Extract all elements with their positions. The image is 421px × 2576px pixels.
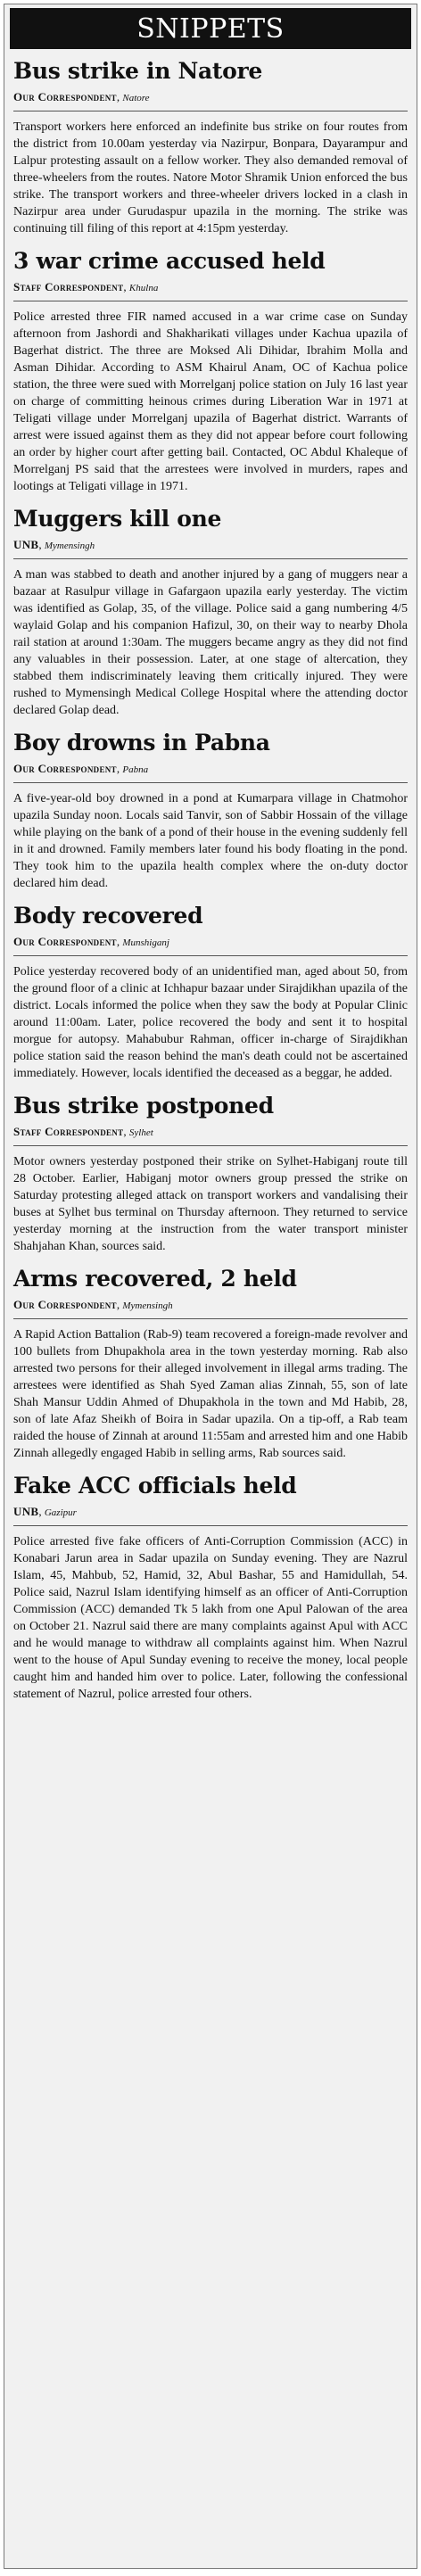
byline-agency: UNB xyxy=(13,538,39,551)
story-headline: Bus strike postponed xyxy=(13,1093,274,1119)
news-story xyxy=(4,1473,417,1703)
story-headline: Boy drowns in Pabna xyxy=(13,730,270,755)
news-story xyxy=(4,730,417,892)
story-body: A man was stabbed to death and another injured by a gang of muggers near a bazaar at Rasulpur village in Gafargaon upazila early yesterday. The victim was identified as Golap, 35, of the village. Police said a gang numbering 4/5 waylaid Golap and his companion Hafizul, 30, on their way to nearby Dhola rail station at around 1:30am. The muggers became angry as they did not find any valuables in their possession. Later, at one stage of altercation, they stabbed them indiscriminately leaving them critically injured. They were rushed to Mymensingh Medical College Hospital where the attending doctor declared Golap dead. xyxy=(13,568,408,717)
byline-divider xyxy=(13,1318,408,1319)
story-headline: Bus strike in Natore xyxy=(13,58,263,84)
byline-location: Sylhet xyxy=(128,1127,153,1138)
byline-agency: Our Correspondent xyxy=(13,935,117,948)
story-headline: Body recovered xyxy=(13,903,203,929)
story-byline xyxy=(13,1505,408,1520)
story-headline: 3 war crime accused held xyxy=(13,248,326,274)
story-byline xyxy=(13,90,408,105)
byline-separator: , xyxy=(116,762,123,775)
byline-divider xyxy=(13,955,408,956)
byline-divider xyxy=(13,782,408,783)
news-story xyxy=(4,1266,417,1462)
byline-separator: , xyxy=(38,1505,45,1518)
story-byline xyxy=(13,280,408,295)
stories-column xyxy=(4,58,417,1703)
story-body: Police arrested three FIR named accused in a war crime case on Sunday afternoon from Jashordi and Shakharikati villages under Kachua upazila of Bagerhat district. The three are Moksed Ali Dihidar, Ibrahim Molla and Asman Dihidar. According to ASM Khairul Anam, OC of Kachua police station, the three were sued with Morrelganj police station on July 16 last year on charge of committing heinous crimes during Liberation War in 1971 at Teligati village under Morrelganj upazila of Bagerhat district. Warrants of arrest were issued against them as they did not appear before court following an order by higher court after getting bail. Contacted, OC Abdul Khaleque of Morrelganj PS said that the arrestees were involved in murders, rapes and lootings at Teligati village in 1971. xyxy=(13,310,408,493)
byline-location: Munshiganj xyxy=(122,937,169,948)
byline-location: Mymensingh xyxy=(122,1300,173,1311)
story-body: Motor owners yesterday postponed their strike on Sylhet-Habiganj route till 28 October. Earlier, Habiganj motor owners group pressed the strike on Saturday protesting alleged attack on transport workers and vandalising their buses at Sylhet bus terminal on Thursday afternoon. They returned to service yesterday morning at the instruction from the water transport minister Shahjahan Khan, sources said. xyxy=(13,1155,408,1253)
byline-agency: Staff Correspondent xyxy=(13,1125,124,1138)
masthead xyxy=(10,8,411,49)
byline-separator: , xyxy=(116,1298,123,1311)
story-body: Police yesterday recovered body of an unidentified man, aged about 50, from the ground floor of a clinic at Ichhapur bazaar under Sirajdikhan upazila of the district. Locals informed the police when they saw the body at Popular Clinic around 11:00am. Later, police recovered the body and sent it to hospital morgue for autopsy. Mahabubur Rahman, officer in-charge of Sirajdikhan police station said the reason behind the man's death could not be ascertained immediately. However, locals identified the deceased as a beggar, he added. xyxy=(13,965,408,1080)
byline-agency: Staff Correspondent xyxy=(13,280,124,293)
byline-separator: , xyxy=(116,935,123,948)
byline-location: Mymensingh xyxy=(44,541,95,551)
story-byline xyxy=(13,1298,408,1313)
byline-separator: , xyxy=(38,538,45,551)
story-byline xyxy=(13,762,408,777)
news-story xyxy=(4,1093,417,1255)
news-story xyxy=(4,506,417,719)
byline-location: Khulna xyxy=(128,283,159,293)
snippets-page xyxy=(4,4,417,2569)
story-body: Police arrested five fake officers of Anti-Corruption Commission (ACC) in Konabari Jarun area in Sadar upazila on Sunday evening. They are Nazrul Islam, 45, Mahbub, 52, Hamid, 32, Abul Bashar, 55 and Hamidullah, 54. Police said, Nazrul Islam identifying himself as an officer of Anti-Corruption Commission (ACC) demanded Tk 5 lakh from one Apul Palowan of the area on October 21. Nazrul said there are many complaints against Apul with ACC and he would manage to withdraw all complaints against him. When Nazrul went to the house of Apul Sunday evening to receive the money, local people caught him and handed him over to police. Later, following the confessional statement of Nazrul, police arrested four others. xyxy=(13,1535,408,1701)
byline-separator: , xyxy=(123,280,129,293)
byline-divider xyxy=(13,1525,408,1526)
story-body: A five-year-old boy drowned in a pond at Kumarpara village in Chatmohor upazila Sunday noon. Locals said Tanvir, son of Sabbir Hossain of the village while playing on the bank of a pond of their house in the evening suddenly fell in it and drowned. Family members later found his body floating in the pond. They took him to the upazila health complex where the on-duty doctor declared him dead. xyxy=(13,792,408,890)
masthead-title: SNIPPETS xyxy=(136,12,285,45)
story-byline xyxy=(13,538,408,553)
story-byline xyxy=(13,935,408,950)
byline-divider xyxy=(13,1145,408,1146)
byline-separator: , xyxy=(123,1125,129,1138)
story-body: Transport workers here enforced an indefinite bus strike on four routes from the district from 10.00am yesterday via Nazirpur, Bonpara, Dayarampur and Lalpur protesting assault on a fellow worker. They also demanded removal of three-wheelers from the routes. Natore Motor Shramik Union enforced the bus strike. The transport workers and three-wheeler drivers locked in a clash in Nazirpur area under Gurudaspur upazila in the morning. The strike was continuing till filing of this report at 4:15pm yesterday. xyxy=(13,120,408,235)
byline-agency: Our Correspondent xyxy=(13,762,117,775)
story-body: A Rapid Action Battalion (Rab-9) team recovered a foreign-made revolver and 100 bullets from Dhupakhola area in the town yesterday morning. Rab also arrested two persons for their alleged involvement in illegal arms trading. The arrestees were identified as Shah Syed Zaman alias Zinnah, 55, son of late Shah Mansur Uddin Ahmed of Dhupakhola in the town and Md Habib, 28, son of late Afaz Sheikh of Boira in Sadar upazila. On a tip-off, a Rab team raided the house of Zinnah at around 11:55am and arrested him and one Habib Zinnah allegedly engaged Habib in selling arms, Rab sources said. xyxy=(13,1328,408,1460)
byline-location: Gazipur xyxy=(44,1507,77,1518)
byline-agency: UNB xyxy=(13,1505,39,1518)
news-story xyxy=(4,58,417,237)
byline-location: Natore xyxy=(122,93,150,103)
byline-separator: , xyxy=(116,90,123,103)
story-headline: Muggers kill one xyxy=(13,506,222,532)
story-headline: Fake ACC officials held xyxy=(13,1473,297,1499)
story-headline: Arms recovered, 2 held xyxy=(13,1266,297,1292)
byline-divider xyxy=(13,558,408,559)
byline-agency: Our Correspondent xyxy=(13,90,117,103)
news-story xyxy=(4,903,417,1082)
byline-agency: Our Correspondent xyxy=(13,1298,117,1311)
byline-location: Pabna xyxy=(122,764,149,775)
story-byline xyxy=(13,1125,408,1140)
news-story xyxy=(4,248,417,495)
